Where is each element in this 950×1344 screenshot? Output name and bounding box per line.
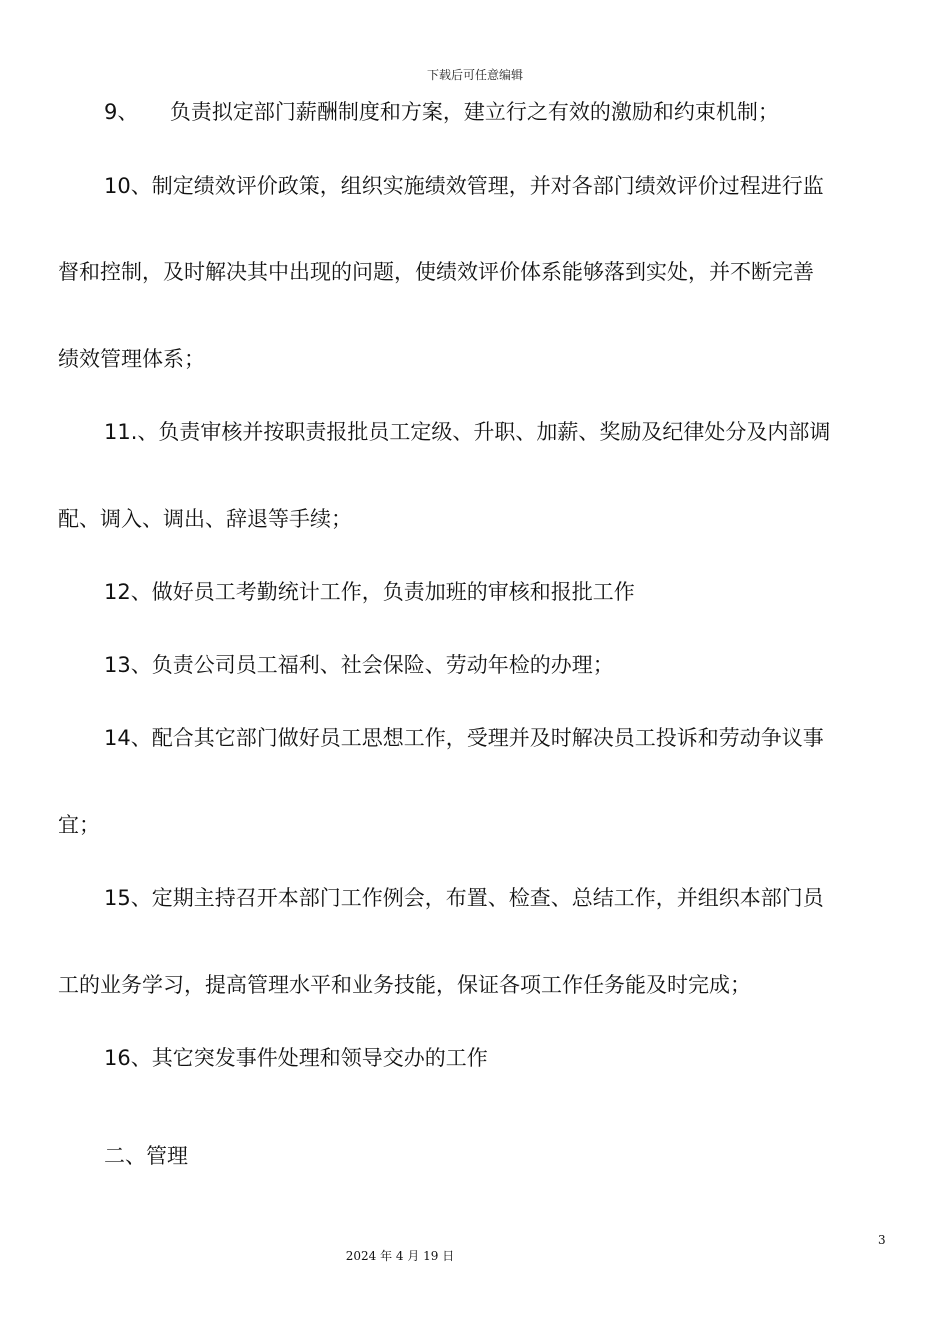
- footer-date: 2024 年 4 月 19 日: [345, 1249, 455, 1263]
- paragraph-line-10: 10、制定绩效评价政策，组织实施绩效管理，并对各部门绩效评价过程进行监: [104, 174, 824, 198]
- page-header: 下载后可任意编辑: [426, 68, 523, 82]
- paragraph-line-15-cont: 工的业务学习，提高管理水平和业务技能，保证各项工作任务能及时完成；: [58, 973, 751, 997]
- paragraph-line-14-cont: 宜；: [58, 813, 100, 837]
- paragraph-line-13: 13、负责公司员工福利、社会保险、劳动年检的办理；: [104, 653, 614, 677]
- paragraph-line-11-cont: 配、调入、调出、辞退等手续；: [58, 507, 352, 531]
- paragraph-line-10-cont: 督和控制，及时解决其中出现的问题，使绩效评价体系能够落到实处，并不断完善: [58, 260, 814, 284]
- paragraph-line-14: 14、配合其它部门做好员工思想工作，受理并及时解决员工投诉和劳动争议事: [104, 726, 824, 750]
- paragraph-line-12: 12、做好员工考勤统计工作，负责加班的审核和报批工作: [104, 580, 635, 604]
- paragraph-line-9: 9、 负责拟定部门薪酬制度和方案，建立行之有效的激励和约束机制；: [104, 100, 779, 124]
- paragraph-line-10-end: 绩效管理体系；: [58, 347, 205, 371]
- page-number: 3: [878, 1233, 886, 1247]
- paragraph-line-16: 16、其它突发事件处理和领导交办的工作: [104, 1046, 488, 1070]
- paragraph-line-11: 11.、负责审核并按职责报批员工定级、升职、加薪、奖励及纪律处分及内部调: [104, 420, 831, 444]
- paragraph-line-15: 15、定期主持召开本部门工作例会，布置、检查、总结工作，并组织本部门员: [104, 886, 824, 910]
- section-heading: 二、管理: [104, 1144, 188, 1168]
